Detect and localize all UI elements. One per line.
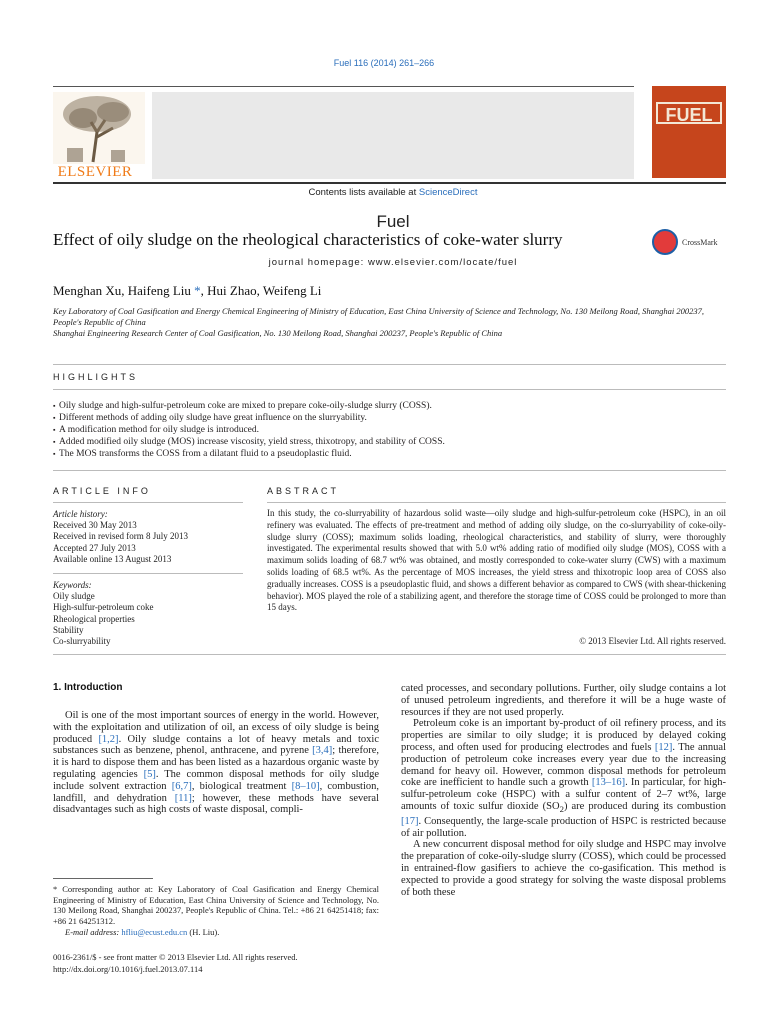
text-run: Petroleum coke is an important by-product of oil refinery process, and its properties are similar to oily sludge; it is produced by delayed coking process, and often used for producing electrodes and fuels	[401, 718, 726, 753]
reference-link[interactable]: [13–16]	[591, 777, 626, 789]
history-item: Received in revised form 8 July 2013	[53, 531, 188, 542]
contents-line	[152, 187, 634, 198]
crossmark-icon[interactable]	[652, 229, 678, 255]
highlights-label: HIGHLIGHTS	[53, 372, 139, 382]
text-run: . The annual production of petroleum coke increases every year due to the increasing demand for heavy oil. However, common disposal methods for petroleum coke are inefficient to handle such a growth	[401, 741, 727, 789]
email-label: E-mail address:	[65, 926, 122, 937]
list-item: ▪ The MOS transforms the COSS from a dilatant fluid to a pseudoplastic fluid.	[53, 448, 726, 460]
corresponding-author-mark[interactable]: *	[194, 283, 201, 298]
affiliation-2: Shanghai Engineering Research Center of Coal Gasification, No. 130 Meilong Road, Shanghai 200237, People's Republic of China	[53, 328, 503, 338]
corresponding-footnote	[53, 884, 379, 938]
email-suffix: (H. Liu).	[187, 926, 220, 937]
keywords	[53, 580, 243, 647]
authors-part-2: , Hui Zhao, Weifeng Li	[200, 283, 322, 298]
reference-link[interactable]: [6,7]	[171, 780, 192, 792]
reference-link[interactable]: [1,2]	[98, 733, 119, 745]
body-column-right	[401, 683, 726, 898]
list-item: ▪ Oily sludge and high-sulfur-petroleum coke are mixed to prepare coke-oily-sludge slurry (COSS).	[53, 400, 726, 412]
reference-link[interactable]: [3,4]	[312, 745, 333, 757]
divider	[53, 573, 243, 574]
keyword: Rheological properties	[53, 613, 135, 624]
text-run: , combustion, landfill, and dehydration	[53, 780, 380, 804]
subscript: 2	[559, 804, 564, 815]
divider	[53, 470, 726, 471]
tree-icon	[53, 92, 145, 164]
reference-link[interactable]: [5]	[143, 768, 156, 780]
history-item: Received 30 May 2013	[53, 520, 137, 531]
author-list	[53, 283, 321, 299]
history-label: Article history:	[53, 509, 108, 519]
history-item: Accepted 27 July 2013	[53, 542, 136, 553]
text-run: , biological treatment	[191, 780, 292, 792]
keywords-label: Keywords:	[53, 580, 92, 590]
journal-homepage[interactable]: journal homepage: www.elsevier.com/locate/fuel	[268, 257, 518, 268]
list-item: ▪ Different methods of adding oily sludge have great influence on the slurryability.	[53, 412, 726, 424]
keyword: Stability	[53, 624, 84, 635]
list-item: ▪ Added modified oily sludge (MOS) increase viscosity, yield stress, thixotropy, and stability of COSS.	[53, 436, 726, 448]
abstract-label: ABSTRACT	[267, 486, 340, 496]
reference-link[interactable]: [8–10]	[291, 780, 320, 792]
list-item: ▪ A modification method for oily sludge is introduced.	[53, 424, 726, 436]
cover-title: FUEL	[656, 102, 722, 124]
paragraph: A new concurrent disposal method for oily sludge and HSPC may involve the preparation of coke-oily-sludge slurry (COSS), which could be processed in entrained-flow gasifiers to achieve the co-gasification. This method is expected to provide a good strategy for solving the waste disposal problems of both these	[401, 839, 726, 898]
footnote-text: * Corresponding author at: Key Laboratory of Coal Gasification and Energy Chemical Engineering of Ministry of Education, East China University of Science and Technology, No. 130 Meilong Road, Shanghai 200237, People's Republic of China. Tel.: +86 21 64251418; fax: +86 21 64251312.	[53, 884, 379, 927]
doi-link[interactable]: http://dx.doi.org/10.1016/j.fuel.2013.07.114	[53, 964, 203, 974]
history-item: Available online 13 August 2013	[53, 553, 172, 564]
journal-cover-image	[652, 86, 726, 178]
keyword: Co-slurryability	[53, 636, 111, 647]
journal-citation[interactable]: Fuel 116 (2014) 261–266	[333, 58, 435, 68]
text-run: . In particular, for high-sulfur-petroleum coke (HSPC) with a sulfur content of 2–7 wt%, large amounts of toxic sulfur dioxide (SO	[401, 777, 726, 812]
article-history	[53, 509, 243, 565]
highlights-list	[53, 400, 726, 460]
email-link[interactable]: hfliu@ecust.edu.cn	[121, 926, 188, 937]
journal-name: Fuel	[376, 212, 410, 231]
affiliation-1: Key Laboratory of Coal Gasification and Energy Chemical Engineering of Ministry of Education, East China University of Science and Technology, No. 130 Meilong Road, Shanghai 200237, People's Republic of China	[53, 306, 704, 327]
header-top-rule	[53, 86, 634, 87]
publisher-wordmark: ELSEVIER	[57, 164, 133, 180]
text-run: . The common disposal methods for oily sludge include solvent extraction	[53, 768, 380, 792]
email-line	[53, 927, 379, 938]
article-title: Effect of oily sludge on the rheological characteristics of coke-water slurry	[53, 230, 563, 249]
text-run: . Consequently, the large-scale production of HSPC is restricted because of air pollution.	[401, 815, 726, 839]
divider	[53, 389, 726, 390]
divider	[53, 654, 726, 655]
divider	[53, 502, 243, 503]
sciencedirect-link[interactable]: ScienceDirect	[418, 187, 478, 198]
abstract-text: In this study, the co-slurryability of hazardous solid waste—oily sludge and high-sulfur-petroleum coke (HSPC), in an oil refinery was evaluated. The effects of pre-treatment and method of adding oily sludge, on the co-slurryability of coke-oily-sludge slurry (COSS); maximum solids loading, rheological characteristics, and stability of slurry, were thoroughly investigated. The experimental results showed that with 5.0 wt% adding ratio of modified oily sludge (MOS), COSS with a maximum solids loading of 68.7 wt% was obtained, and mostly corresponded to coke-water slurry (CWS) with a maximum solids loading of 68.5 wt%. As the percentage of MOS increases, the yield stress and thixotropic loop area of COSS also gradually increases. COSS is a pseudoplastic fluid, and shows a different behavior as compared to CWS (with shear-thickening behavior). MOS played the role of a stabilizing agent, and therefore the storage time of COSS could be prolonged to more than 15 days.	[267, 508, 726, 613]
header-bottom-rule	[53, 182, 726, 184]
abstract-copyright: © 2013 Elsevier Ltd. All rights reserved.	[579, 636, 726, 646]
paragraph	[53, 710, 379, 816]
body-column-left	[53, 710, 379, 816]
crossmark-label[interactable]: CrossMark	[682, 238, 718, 247]
paragraph: cated processes, and secondary pollutions. Further, oily sludge contains a lot of unused petroleum ingredients, and therefore it will be a huge waste of resources if they are not used properly.	[401, 683, 726, 718]
text-run: . Oily sludge contains a lot of heavy metals and toxic substances such as benzene, phenol, anthracene, and pyrene	[53, 733, 379, 757]
reference-link[interactable]: [11]	[174, 792, 192, 804]
keyword: Oily sludge	[53, 591, 95, 602]
authors-part-1: Menghan Xu, Haifeng Liu	[53, 283, 195, 298]
keyword: High-sulfur-petroleum coke	[53, 602, 154, 613]
reference-link[interactable]: [12]	[654, 741, 673, 753]
text-run: ; however, these methods have several disadvantages such as high costs of waste disposal, compli-	[53, 792, 380, 816]
divider	[267, 502, 726, 503]
footnote-rule	[53, 878, 153, 879]
divider	[53, 364, 726, 365]
text-run: ; therefore, it is hard to dispose them and has been listed as a hazardous organic waste by regulating agencies	[53, 745, 379, 780]
reference-link[interactable]: [17]	[401, 815, 419, 827]
issn-line: 0016-2361/$ - see front matter © 2013 Elsevier Ltd. All rights reserved.	[53, 952, 298, 962]
section-heading: 1. Introduction	[53, 682, 123, 693]
text-run: ) are produced during its combustion	[563, 800, 727, 812]
article-info-label: ARTICLE INFO	[53, 486, 151, 496]
contents-prefix: Contents lists available at	[308, 187, 419, 198]
paragraph	[401, 718, 726, 839]
text-run: Oil is one of the most important sources of energy in the world. However, with the exploitation and utilization of oil, an excess of oily sludge is being produced	[53, 710, 379, 745]
